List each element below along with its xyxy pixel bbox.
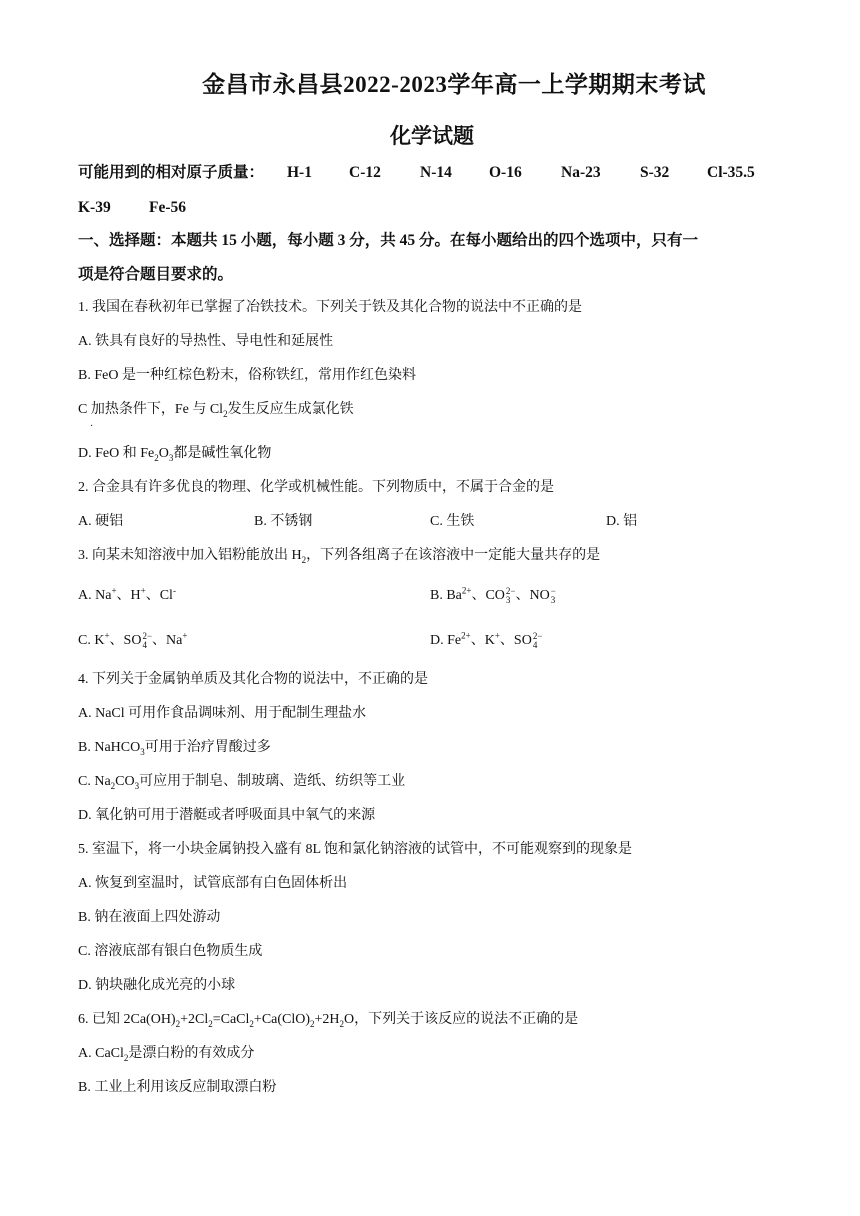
q3-b-ion1-sub: 3: [505, 594, 511, 605]
q6-s4: 2: [310, 1018, 315, 1029]
q2-option-a: A. 硬铝: [78, 514, 124, 529]
q3-a-t3: 、Cl: [145, 588, 173, 603]
q6-t5: +2H: [314, 1012, 340, 1027]
q3-c-t2: 、SO: [109, 633, 142, 648]
q3-stem-text-2: ，下列各组离子在该溶液中一定能大量共存的是: [306, 548, 601, 563]
atomic-mass-o: O-16: [489, 164, 522, 181]
q3-stem-text: 3. 向某未知溶液中加入铝粉能放出 H: [78, 548, 302, 563]
q3-d-ion-sub: 4: [532, 639, 538, 650]
q5-option-d: D. 钠块融化成光亮的小球: [78, 978, 236, 993]
q1-option-a: A. 铁具有良好的导热性、导电性和延展性: [78, 334, 334, 349]
q6-t2: +2Cl: [180, 1012, 209, 1027]
atomic-mass-n: N-14: [420, 164, 452, 181]
q3-c-s1: +: [104, 630, 110, 641]
q6-a-t1: A. CaCl: [78, 1046, 124, 1061]
q6-s1: 2: [175, 1018, 181, 1029]
q3-a-s3: -: [172, 585, 176, 596]
q2-option-d: D. 铝: [606, 514, 638, 529]
atomic-mass-h: H-1: [287, 164, 312, 181]
q3-d-s2: +: [494, 630, 500, 641]
q6-s5: 2: [339, 1018, 345, 1029]
page-subtitle: 化学试题: [390, 124, 474, 148]
q3-option-a: [78, 586, 176, 606]
section-heading-line-1: 一、选择题：本题共 15 小题，每小题 3 分，共 45 分。在每小题给出的四个选项中，只有一: [78, 232, 699, 249]
q3-c-ion-sup: 2−: [142, 630, 153, 641]
atomic-mass-c: C-12: [349, 164, 381, 181]
q1-option-d: [78, 444, 271, 464]
q1-c-text: C 加热条件下，Fe 与 Cl: [78, 402, 224, 417]
q3-option-d: [430, 631, 542, 651]
q3-c-ion: [142, 632, 152, 650]
q3-option-c: [78, 631, 187, 651]
q1-d-text-2: 都是碱性氧化物: [173, 446, 272, 461]
q6-option-a: [78, 1044, 254, 1064]
q1-c-text-2: 发生反应生成氯化铁: [227, 402, 354, 417]
q4-b-t2: 可用于治疗胃酸过多: [144, 740, 271, 755]
q3-d-s1: 2+: [461, 630, 471, 641]
q3-a-t2: 、H: [116, 588, 141, 603]
q5-option-c: C. 溶液底部有银白色物质生成: [78, 944, 263, 959]
q4-b-sub: 3: [140, 746, 145, 757]
q5-stem: 5. 室温下，将一小块金属钠投入盛有 8L 饱和氯化钠溶液的试管中，不可能观察到的现象是: [78, 842, 633, 857]
q6-t6: O，下列关于该反应的说法不正确的是: [344, 1012, 579, 1027]
q4-stem: 4. 下列关于金属钠单质及其化合物的说法中，不正确的是: [78, 672, 428, 687]
q6-t4: +Ca(ClO): [253, 1012, 311, 1027]
q3-b-t3: 、NO: [515, 588, 550, 603]
q3-c-ion-sub: 4: [142, 639, 147, 650]
q4-option-a: A. NaCl 可用作食品调味剂、用于配制生理盐水: [78, 706, 367, 721]
q1-option-c: [78, 400, 354, 420]
q3-d-t3: 、SO: [499, 633, 532, 648]
atomic-mass-k: K-39: [78, 199, 111, 216]
q3-a-s2: +: [140, 585, 146, 596]
q6-option-b: B. 工业上利用该反应制取漂白粉: [78, 1080, 277, 1095]
atomic-mass-line-1: [78, 163, 264, 183]
q1-d-sub1: 2: [154, 452, 159, 463]
atomic-mass-na: Na-23: [561, 164, 601, 181]
q3-stem-sub: 2: [301, 554, 307, 565]
q3-b-ion1: [506, 587, 516, 605]
q3-c-t3: 、Na: [152, 633, 183, 648]
q3-b-t1: B. Ba: [430, 588, 462, 603]
q6-a-t2: 是漂白粉的有效成分: [128, 1046, 255, 1061]
q5-option-b: B. 钠在液面上四处游动: [78, 910, 221, 925]
q5-option-a: A. 恢复到室温时，试管底部有白色固体析出: [78, 876, 348, 891]
q3-d-t2: 、K: [470, 633, 495, 648]
q4-c-t1: C. Na: [78, 774, 111, 789]
q3-d-ion: [533, 632, 543, 650]
atomic-mass-s: S-32: [640, 164, 670, 181]
q4-option-b: [78, 738, 271, 758]
q3-c-s2: +: [182, 630, 188, 641]
q3-b-ion2-sub: 3: [550, 594, 556, 605]
q3-a-t1: A. Na: [78, 588, 112, 603]
q3-a-s1: +: [111, 585, 117, 596]
q1-d-text: D. FeO 和 Fe: [78, 446, 155, 461]
q3-stem: [78, 546, 600, 566]
q6-s2: 2: [208, 1018, 213, 1029]
q3-c-t1: C. K: [78, 633, 105, 648]
atomic-mass-label: 可能用到的相对原子质量：: [78, 164, 265, 181]
q3-option-b: [430, 586, 556, 606]
q3-d-t1: D. Fe: [430, 633, 462, 648]
q1-d-sub2: 3: [168, 452, 174, 463]
q4-option-d: D. 氧化钠可用于潜艇或者呼吸面具中氧气的来源: [78, 808, 376, 823]
q3-b-ion2-sup: −: [550, 585, 556, 596]
q1-c-sub: 2: [223, 408, 228, 419]
atomic-mass-cl: Cl-35.5: [707, 164, 755, 181]
atomic-mass-fe: Fe-56: [149, 199, 187, 216]
q6-s3: 2: [249, 1018, 254, 1029]
q3-b-t2: 、CO: [471, 588, 505, 603]
q3-b-ion2: [551, 587, 556, 605]
q4-c-sub2: 3: [134, 780, 140, 791]
q2-option-c: C. 生铁: [430, 514, 475, 529]
q3-b-s1: 2+: [461, 585, 472, 596]
stray-dot: ·: [90, 421, 94, 432]
q6-t1: 6. 已知 2Ca(OH): [78, 1012, 176, 1027]
section-heading-line-2: 项是符合题目要求的。: [78, 266, 234, 283]
q2-option-b: B. 不锈钢: [254, 514, 313, 529]
q4-c-t2: CO: [115, 774, 135, 789]
q1-d-mid: O: [158, 446, 169, 461]
page-title: 金昌市永昌县2022-2023学年高一上学期期末考试: [202, 72, 706, 97]
q4-c-sub1: 2: [110, 780, 116, 791]
q6-a-sub: 2: [123, 1052, 129, 1063]
q2-stem: 2. 合金具有许多优良的物理、化学或机械性能。下列物质中，不属于合金的是: [78, 480, 554, 495]
q6-t3: =CaCl: [212, 1012, 250, 1027]
q4-c-t3: 可应用于制皂、制玻璃、造纸、纺织等工业: [139, 774, 406, 789]
q3-d-ion-sup: 2−: [532, 630, 543, 641]
q3-b-ion1-sup: 2−: [505, 585, 516, 596]
q6-stem: [78, 1010, 578, 1030]
q1-stem: 1. 我国在春秋初年已掌握了冶铁技术。下列关于铁及其化合物的说法中不正确的是: [78, 300, 582, 315]
q4-b-t1: B. NaHCO: [78, 740, 141, 755]
q1-option-b: B. FeO 是一种红棕色粉末，俗称铁红，常用作红色染料: [78, 368, 416, 383]
q4-option-c: [78, 772, 405, 792]
